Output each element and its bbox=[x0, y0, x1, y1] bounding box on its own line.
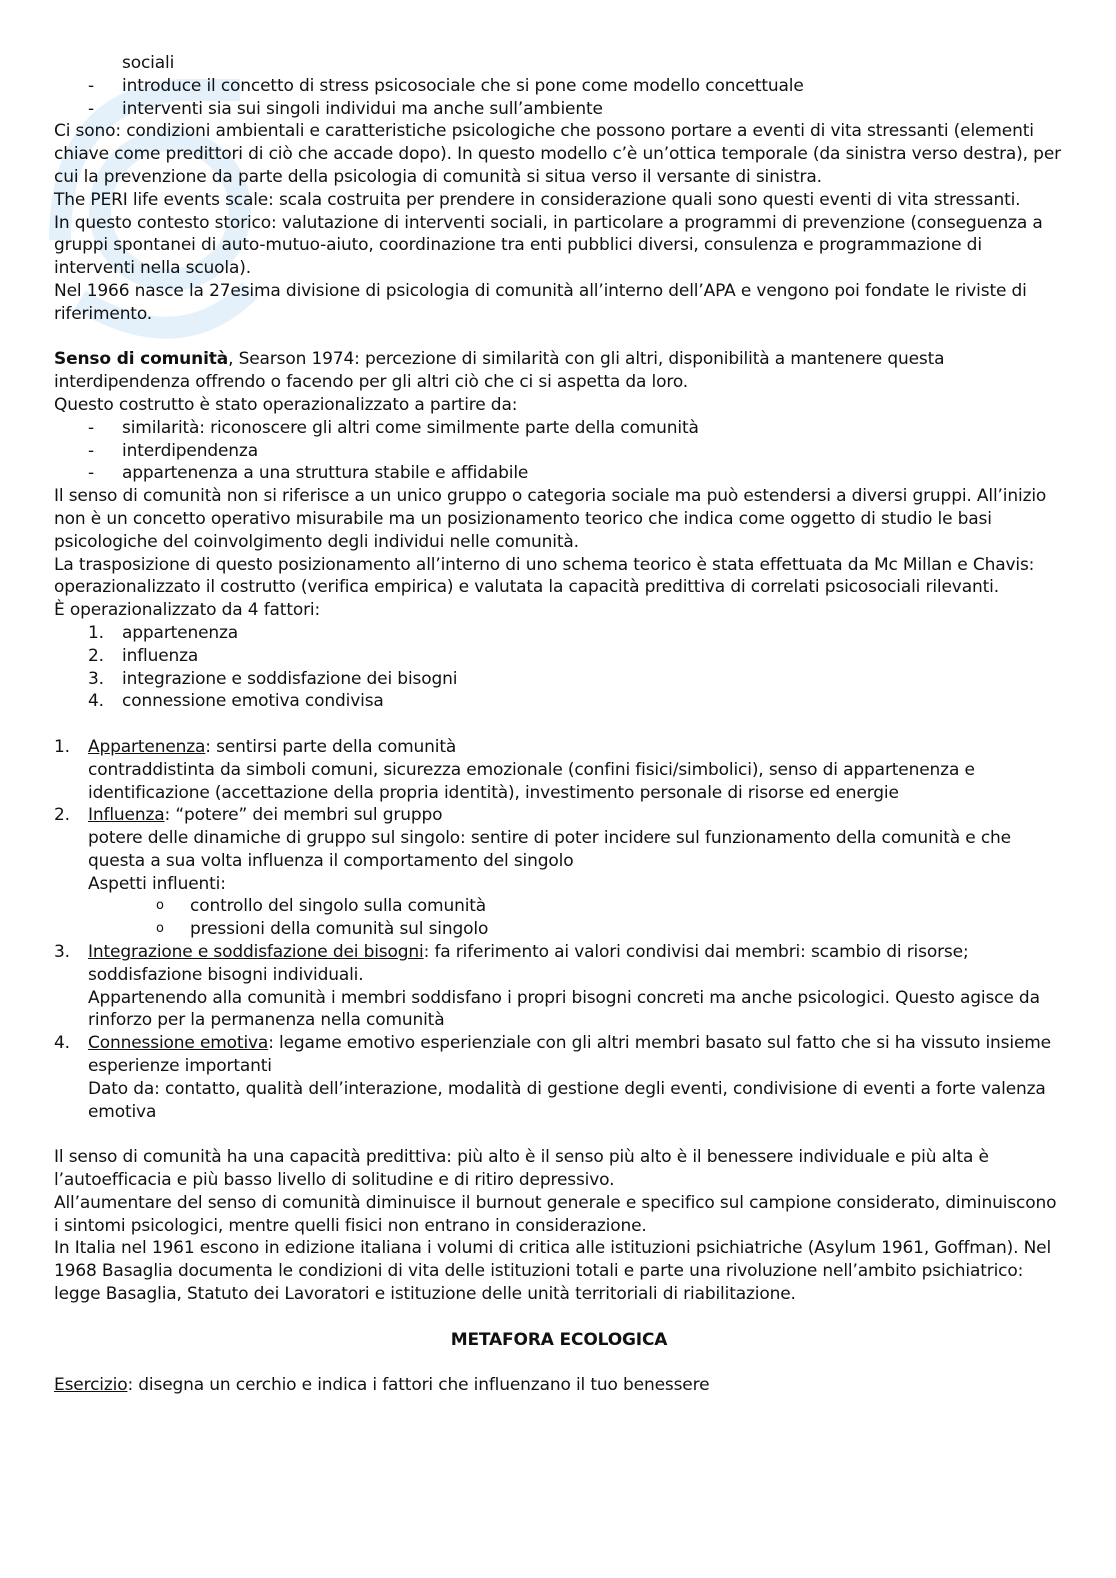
factor-item bbox=[54, 736, 1064, 804]
dash-marker: - bbox=[88, 417, 94, 438]
factor-description: contraddistinta da simboli comuni, sicurezza emozionale (confini fisici/simbolici), senso di appartenenza e identificazione (accettazione della propria identità), investimento personale di risorse ed energie bbox=[88, 759, 975, 803]
dash-marker: - bbox=[88, 75, 94, 96]
numbered-text: integrazione e soddisfazione dei bisogni bbox=[122, 668, 458, 689]
dash-marker: - bbox=[88, 440, 94, 461]
numbered-item bbox=[54, 622, 1064, 645]
paragraph: Il senso di comunità ha una capacità predittiva: più alto è il senso più alto è il benessere individuale e più alta è l’autoefficacia e più basso livello di solitudine e di ritiro depressivo. bbox=[54, 1147, 989, 1191]
numbered-text: appartenenza bbox=[122, 622, 239, 643]
factor-text: : “potere” dei membri sul gruppo bbox=[164, 805, 443, 826]
circle-item bbox=[54, 895, 1064, 918]
paragraph: In Italia nel 1961 escono in edizione italiana i volumi di critica alle istituzioni psichiatriche (Asylum 1961, Goffman). Nel 1968 Basaglia documenta le condizioni di vita delle istituzioni totali e parte una rivoluzione nell’ambito psichiatrico: legge Basaglia, Statuto dei Lavoratori e istituzione delle unità territoriali di riabilitazione. bbox=[54, 1238, 1052, 1305]
factor-text: : fa riferimento ai valori condivisi dai membri: scambio di risorse; soddisfazione bisogni individuali. bbox=[88, 942, 969, 985]
factor-title: Connessione emotiva bbox=[88, 1033, 269, 1054]
exercise-title: Esercizio bbox=[54, 1375, 128, 1396]
circle-marker: o bbox=[156, 921, 164, 937]
numbered-item bbox=[54, 645, 1064, 668]
circle-text: pressioni della comunità sul singolo bbox=[190, 919, 489, 940]
factor-description: potere delle dinamiche di gruppo sul singolo: sentire di poter incidere sul funzionamento della comunità e che questa a sua volta influenza il comportamento del singolo bbox=[88, 828, 1011, 871]
numbered-text: connessione emotiva condivisa bbox=[122, 691, 384, 712]
circle-item bbox=[54, 918, 1064, 941]
paragraph: Nel 1966 nasce la 27esima divisione di psicologia di comunità all’interno dell’APA e vengono poi fondate le riviste di riferimento. bbox=[54, 280, 1027, 324]
dash-item bbox=[54, 417, 1064, 440]
number-marker: 2. bbox=[54, 805, 70, 826]
factor-item bbox=[54, 1032, 1064, 1123]
number-marker: 4. bbox=[88, 691, 104, 712]
dash-text: interventi sia sui singoli individui ma anche sull’ambiente bbox=[122, 98, 603, 119]
number-marker: 1. bbox=[54, 736, 70, 757]
dash-text: similarità: riconoscere gli altri come similmente parte della comunità bbox=[122, 417, 699, 438]
section-heading: METAFORA ECOLOGICA bbox=[450, 1329, 668, 1350]
factor-text: : sentirsi parte della comunità bbox=[205, 736, 457, 757]
number-marker: 3. bbox=[54, 942, 70, 963]
paragraph: La trasposizione di questo posizionamento all’interno di uno schema teorico è stata effettuata da Mc Millan e Chavis: operazionalizzato il costrutto (verifica empirica) e valutata la capacità predittiva di correlati psicosociali rilevanti. bbox=[54, 554, 1035, 598]
paragraph bbox=[54, 348, 1064, 394]
dash-item bbox=[54, 462, 1064, 485]
dash-text: appartenenza a una struttura stabile e affidabile bbox=[122, 463, 529, 484]
factor-item bbox=[54, 804, 1064, 895]
factor-title: Integrazione e soddisfazione dei bisogni bbox=[88, 942, 424, 963]
factor-title: Appartenenza bbox=[88, 736, 206, 757]
paragraph: All’aumentare del senso di comunità diminuisce il burnout generale e specifico sul campione considerato, diminuiscono i sintomi psicologici, mentre quelli fisici non entrano in considerazione. bbox=[54, 1192, 1057, 1236]
document-page bbox=[54, 52, 1064, 1397]
numbered-text: influenza bbox=[122, 645, 199, 666]
factor-description: Appartenendo alla comunità i membri soddisfano i propri bisogni concreti ma anche psicologici. Questo agisce da rinforzo per la permanenza nella comunità bbox=[88, 987, 1040, 1031]
paragraph: Il senso di comunità non si riferisce a un unico gruppo o categoria sociale ma può estendersi a diversi gruppi. All’inizio non è un concetto operativo misurabile ma un posizionamento teorico che indica come oggetto di studio le basi psicologiche del coinvolgimento degli individui nelle comunità. bbox=[54, 486, 1047, 552]
number-marker: 4. bbox=[54, 1033, 70, 1054]
paragraph: In questo contesto storico: valutazione di interventi sociali, in particolare a programmi di prevenzione (conseguenza a gruppi spontanei di auto-mutuo-aiuto, coordinazione tra enti pubblici diversi, consulenza e programmazione di interventi nella scuola). bbox=[54, 212, 1043, 279]
dash-marker: - bbox=[88, 463, 94, 484]
paragraph: The PERI life events scale: scala costruita per prendere in considerazione quali sono questi eventi di vita stressanti. bbox=[54, 189, 1021, 210]
numbered-item bbox=[54, 690, 1064, 713]
paragraph bbox=[54, 1374, 1064, 1397]
exercise-text: : disegna un cerchio e indica i fattori che influenzano il tuo benessere bbox=[127, 1375, 710, 1396]
bold-term: Senso di comunità bbox=[54, 349, 229, 370]
dash-text: interdipendenza bbox=[122, 440, 258, 461]
paragraph: Ci sono: condizioni ambientali e caratteristiche psicologiche che possono portare a eventi di vita stressanti (elementi chiave come predittori di ciò che accade dopo). In questo modello c’è un’ottica temporale (da sinistra verso destra), per cui la prevenzione da parte della psicologia di comunità si situa verso il versante di sinistra. bbox=[54, 121, 1061, 187]
dash-item bbox=[54, 98, 1064, 121]
factor-item bbox=[54, 941, 1064, 1032]
number-marker: 2. bbox=[88, 645, 104, 666]
factor-description: Dato da: contatto, qualità dell’interazione, modalità di gestione degli eventi, condivisione di eventi a forte valenza emotiva bbox=[88, 1078, 1046, 1122]
factor-title: Influenza bbox=[88, 805, 165, 826]
number-marker: 1. bbox=[88, 622, 104, 643]
factor-text: : legame emotivo esperienziale con gli altri membri basato sul fatto che si ha vissuto insieme esperienze importanti bbox=[88, 1033, 1051, 1077]
paragraph: Questo costrutto è stato operazionalizzato a partire da: bbox=[54, 394, 518, 415]
dash-marker: - bbox=[88, 98, 94, 119]
numbered-item bbox=[54, 668, 1064, 691]
factor-description: Aspetti influenti: bbox=[88, 873, 226, 894]
dash-item bbox=[54, 440, 1064, 463]
paragraph-text: , Searson 1974: percezione di similarità con gli altri, disponibilità a mantenere questa interdipendenza offrendo o facendo per gli altri ciò che ci si aspetta da loro. bbox=[54, 349, 945, 393]
text-line: sociali bbox=[122, 53, 175, 73]
circle-text: controllo del singolo sulla comunità bbox=[190, 896, 487, 917]
dash-text: introduce il concetto di stress psicosociale che si pone come modello concettuale bbox=[122, 75, 804, 96]
circle-marker: o bbox=[156, 898, 164, 914]
number-marker: 3. bbox=[88, 668, 104, 689]
paragraph: È operazionalizzato da 4 fattori: bbox=[54, 600, 321, 621]
dash-item bbox=[54, 75, 1064, 98]
